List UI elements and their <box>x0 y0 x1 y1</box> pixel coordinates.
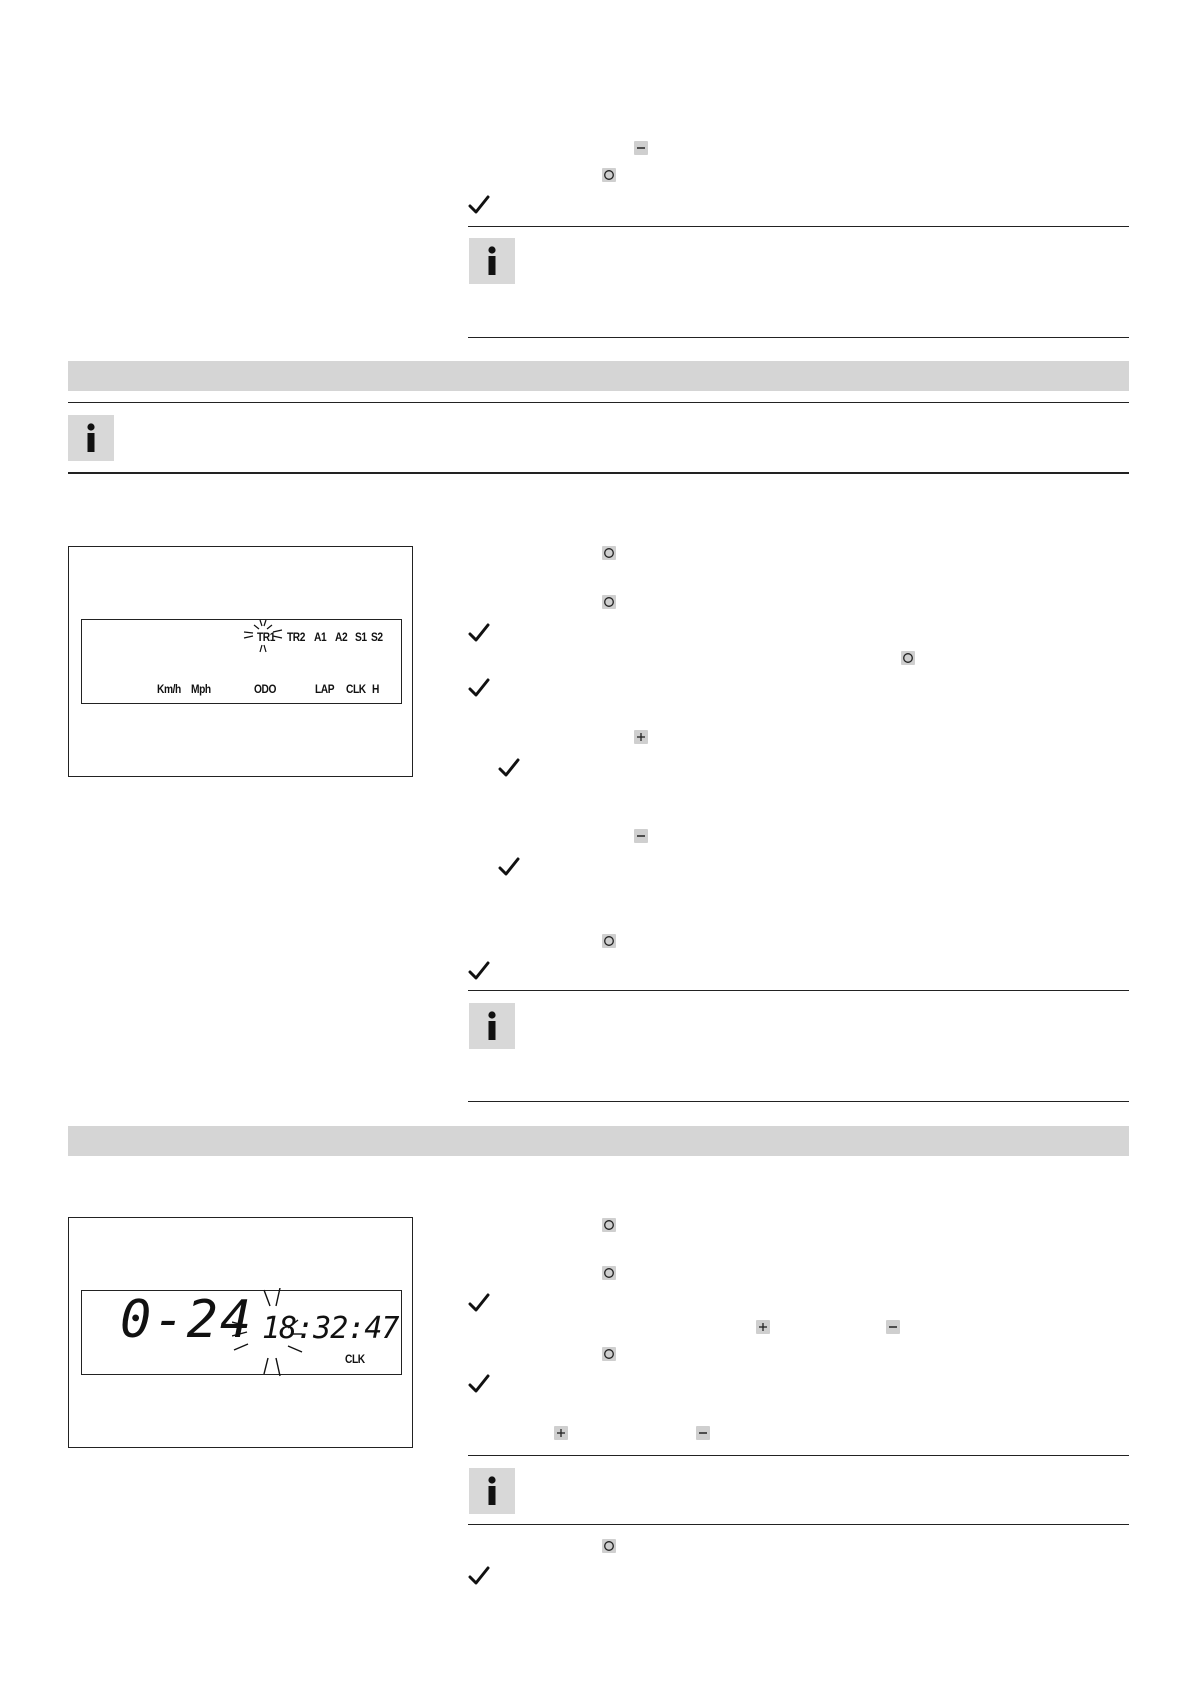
divider <box>468 1101 1129 1102</box>
lcd-label-h: H <box>372 682 379 696</box>
circle-button-icon <box>602 1266 616 1280</box>
minus-button-icon <box>696 1426 710 1440</box>
circle-button-icon <box>602 1347 616 1361</box>
check-icon <box>468 678 490 698</box>
lcd-label-a1: A1 <box>314 630 327 644</box>
lcd-label-mph: Mph <box>191 682 211 696</box>
minus-button-icon <box>886 1320 900 1334</box>
minus-button-icon <box>634 141 648 155</box>
lcd-label-tr2: TR2 <box>287 630 305 644</box>
circle-button-icon <box>602 1539 616 1553</box>
divider <box>468 1524 1129 1525</box>
info-icon <box>469 1468 515 1514</box>
check-icon <box>468 961 490 981</box>
divider <box>468 226 1129 227</box>
minus-button-icon <box>634 829 648 843</box>
check-icon <box>468 1566 490 1586</box>
lcd-label-clk: CLK <box>346 682 366 696</box>
check-icon <box>468 195 490 215</box>
lcd-label-lap: LAP <box>315 682 335 696</box>
circle-button-icon <box>901 651 915 665</box>
divider <box>468 990 1129 991</box>
info-icon <box>469 1003 515 1049</box>
lcd-time-readout: 18:32:47 <box>262 1311 399 1346</box>
divider <box>68 402 1129 403</box>
circle-button-icon <box>602 934 616 948</box>
info-icon <box>68 415 114 461</box>
lcd-label-tr1: TR1 <box>257 630 275 644</box>
section-heading-band <box>68 361 1129 391</box>
check-icon <box>468 1293 490 1313</box>
info-icon <box>469 238 515 284</box>
circle-button-icon <box>602 546 616 560</box>
circle-button-icon <box>602 1218 616 1232</box>
lcd-label-odo: ODO <box>254 682 276 696</box>
plus-button-icon <box>634 730 648 744</box>
lcd-label-s2: S2 <box>371 630 383 644</box>
circle-button-icon <box>602 168 616 182</box>
lcd-label-clk: CLK <box>345 1352 365 1366</box>
section-heading-band <box>68 1126 1129 1156</box>
divider <box>68 472 1129 474</box>
check-icon <box>498 857 520 877</box>
lcd-label-a2: A2 <box>335 630 348 644</box>
lcd-label-kmh: Km/h <box>157 682 181 696</box>
plus-button-icon <box>756 1320 770 1334</box>
check-icon <box>498 758 520 778</box>
lcd-label-s1: S1 <box>355 630 367 644</box>
lcd-mode-readout: 0-24 <box>120 1290 254 1350</box>
plus-button-icon <box>554 1426 568 1440</box>
check-icon <box>468 623 490 643</box>
divider <box>468 1455 1129 1456</box>
check-icon <box>468 1374 490 1394</box>
circle-button-icon <box>602 595 616 609</box>
divider <box>468 337 1129 338</box>
